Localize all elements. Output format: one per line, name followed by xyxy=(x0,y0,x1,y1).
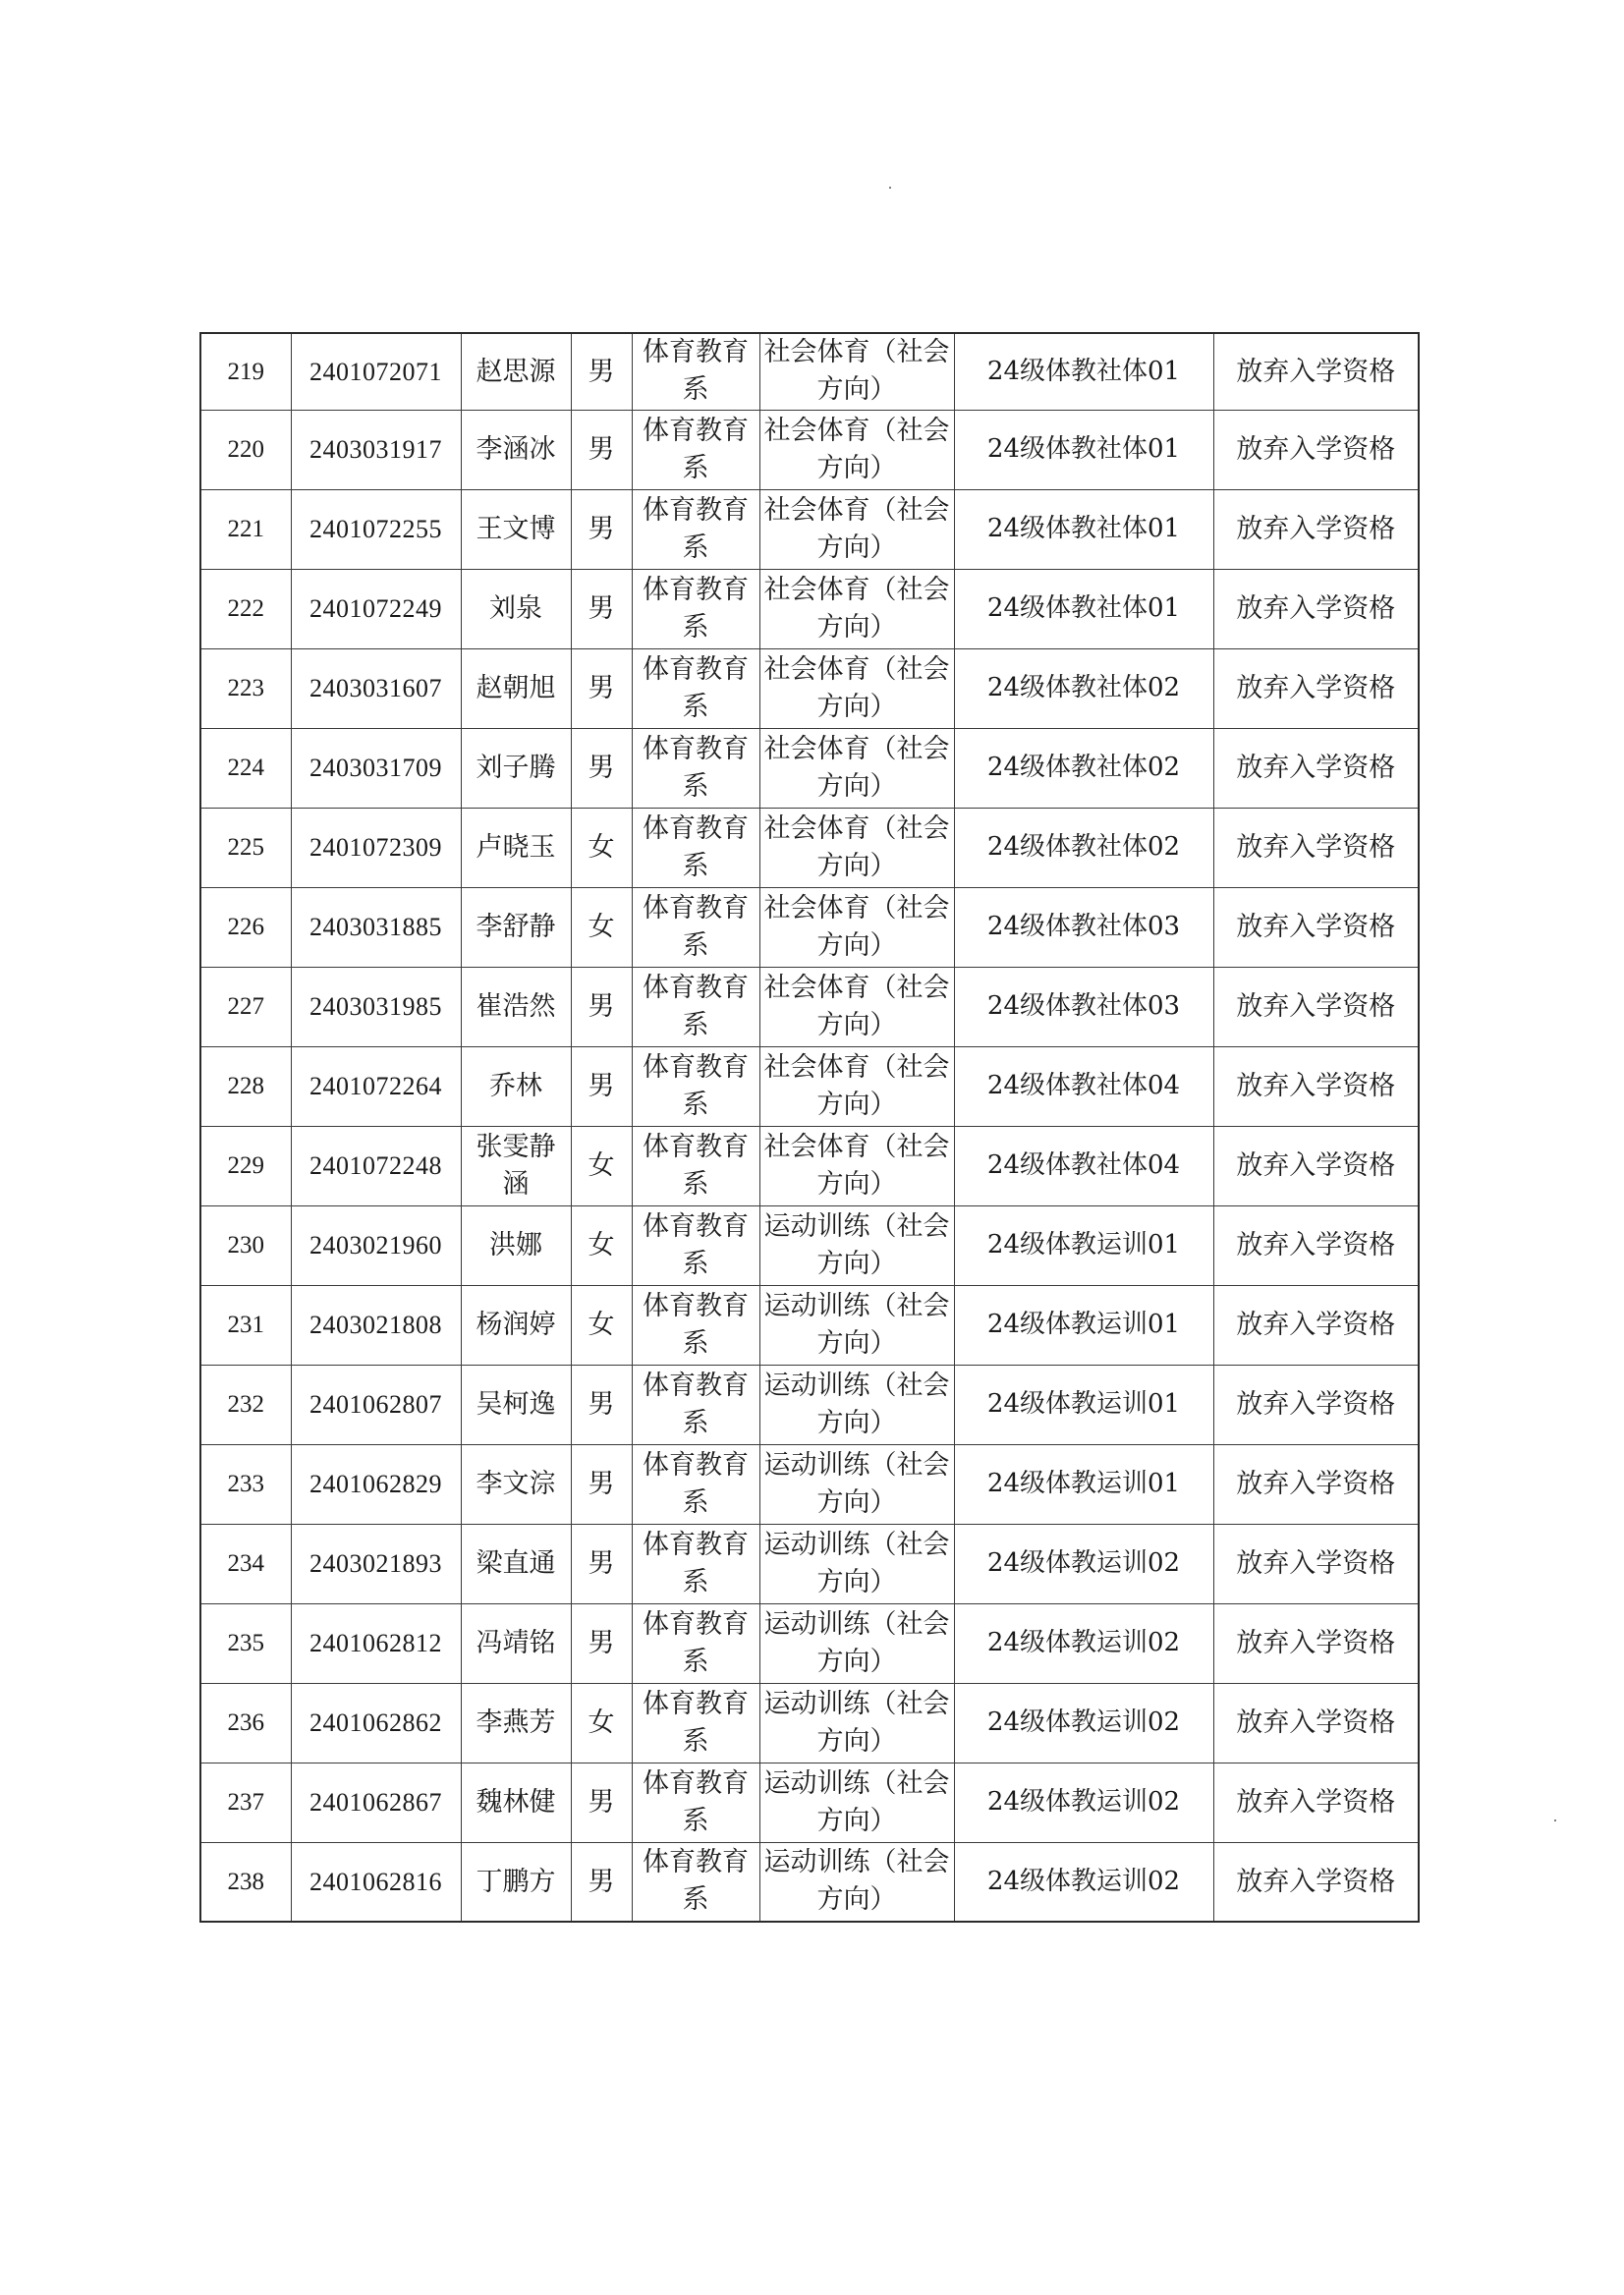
row-number-cell: 238 xyxy=(200,1842,291,1922)
row-number-cell: 234 xyxy=(200,1524,291,1603)
class-cell: 24级体教运训01 xyxy=(954,1285,1213,1365)
class-cell: 24级体教社体01 xyxy=(954,569,1213,648)
major-cell: 社会体育（社会方向） xyxy=(759,569,954,648)
status-cell: 放弃入学资格 xyxy=(1213,1365,1419,1444)
gender-cell: 女 xyxy=(571,1205,632,1285)
department-cell: 体育教育系 xyxy=(632,967,759,1046)
gender-cell: 男 xyxy=(571,1603,632,1683)
student-name-cell: 卢晓玉 xyxy=(461,808,571,887)
table-row xyxy=(200,1842,1419,1922)
department-cell: 体育教育系 xyxy=(632,1603,759,1683)
class-cell: 24级体教运训01 xyxy=(954,1365,1213,1444)
student-name-cell: 丁鹏方 xyxy=(461,1842,571,1922)
status-cell: 放弃入学资格 xyxy=(1213,1683,1419,1763)
class-cell: 24级体教社体01 xyxy=(954,489,1213,569)
student-name-cell: 李舒静 xyxy=(461,887,571,967)
student-id-cell: 2401062816 xyxy=(291,1842,461,1922)
status-cell: 放弃入学资格 xyxy=(1213,1285,1419,1365)
student-id-cell: 2401072071 xyxy=(291,333,461,410)
student-name-cell: 张雯静涵 xyxy=(461,1126,571,1205)
gender-cell: 男 xyxy=(571,1046,632,1126)
table-row xyxy=(200,1603,1419,1683)
gender-cell: 女 xyxy=(571,1683,632,1763)
status-cell: 放弃入学资格 xyxy=(1213,1046,1419,1126)
table-row xyxy=(200,887,1419,967)
status-cell: 放弃入学资格 xyxy=(1213,1842,1419,1922)
table-row xyxy=(200,1205,1419,1285)
class-cell: 24级体教运训01 xyxy=(954,1444,1213,1524)
class-cell: 24级体教社体02 xyxy=(954,648,1213,728)
major-cell: 运动训练（社会方向） xyxy=(759,1524,954,1603)
status-cell: 放弃入学资格 xyxy=(1213,1126,1419,1205)
student-id-cell: 2403031607 xyxy=(291,648,461,728)
row-number-cell: 235 xyxy=(200,1603,291,1683)
major-cell: 社会体育（社会方向） xyxy=(759,808,954,887)
student-id-cell: 2401072249 xyxy=(291,569,461,648)
row-number-cell: 219 xyxy=(200,333,291,410)
row-number-cell: 225 xyxy=(200,808,291,887)
major-cell: 社会体育（社会方向） xyxy=(759,333,954,410)
student-name-cell: 李燕芳 xyxy=(461,1683,571,1763)
row-number-cell: 233 xyxy=(200,1444,291,1524)
student-name-cell: 乔林 xyxy=(461,1046,571,1126)
major-cell: 运动训练（社会方向） xyxy=(759,1205,954,1285)
gender-cell: 女 xyxy=(571,1126,632,1205)
department-cell: 体育教育系 xyxy=(632,410,759,489)
major-cell: 社会体育（社会方向） xyxy=(759,1126,954,1205)
row-number-cell: 230 xyxy=(200,1205,291,1285)
status-cell: 放弃入学资格 xyxy=(1213,728,1419,808)
department-cell: 体育教育系 xyxy=(632,1046,759,1126)
gender-cell: 男 xyxy=(571,648,632,728)
table-row xyxy=(200,1444,1419,1524)
student-name-cell: 李文淙 xyxy=(461,1444,571,1524)
table-row xyxy=(200,1285,1419,1365)
major-cell: 社会体育（社会方向） xyxy=(759,648,954,728)
student-id-cell: 2403021960 xyxy=(291,1205,461,1285)
student-id-cell: 2401062862 xyxy=(291,1683,461,1763)
table-row xyxy=(200,410,1419,489)
status-cell: 放弃入学资格 xyxy=(1213,410,1419,489)
table-row xyxy=(200,569,1419,648)
gender-cell: 男 xyxy=(571,728,632,808)
class-cell: 24级体教运训01 xyxy=(954,1205,1213,1285)
class-cell: 24级体教社体03 xyxy=(954,887,1213,967)
department-cell: 体育教育系 xyxy=(632,569,759,648)
table-row xyxy=(200,728,1419,808)
student-name-cell: 洪娜 xyxy=(461,1205,571,1285)
student-id-cell: 2401062867 xyxy=(291,1763,461,1842)
student-id-cell: 2401072309 xyxy=(291,808,461,887)
student-name-cell: 梁直通 xyxy=(461,1524,571,1603)
major-cell: 运动训练（社会方向） xyxy=(759,1763,954,1842)
gender-cell: 男 xyxy=(571,1365,632,1444)
row-number-cell: 229 xyxy=(200,1126,291,1205)
department-cell: 体育教育系 xyxy=(632,808,759,887)
major-cell: 运动训练（社会方向） xyxy=(759,1842,954,1922)
major-cell: 运动训练（社会方向） xyxy=(759,1683,954,1763)
class-cell: 24级体教社体02 xyxy=(954,728,1213,808)
status-cell: 放弃入学资格 xyxy=(1213,1444,1419,1524)
row-number-cell: 221 xyxy=(200,489,291,569)
student-name-cell: 吴柯逸 xyxy=(461,1365,571,1444)
student-id-cell: 2403031885 xyxy=(291,887,461,967)
table-row xyxy=(200,333,1419,410)
status-cell: 放弃入学资格 xyxy=(1213,569,1419,648)
status-cell: 放弃入学资格 xyxy=(1213,1205,1419,1285)
major-cell: 社会体育（社会方向） xyxy=(759,1046,954,1126)
status-cell: 放弃入学资格 xyxy=(1213,1524,1419,1603)
department-cell: 体育教育系 xyxy=(632,1126,759,1205)
department-cell: 体育教育系 xyxy=(632,1763,759,1842)
table-row xyxy=(200,1046,1419,1126)
student-name-cell: 赵朝旭 xyxy=(461,648,571,728)
department-cell: 体育教育系 xyxy=(632,333,759,410)
gender-cell: 男 xyxy=(571,410,632,489)
student-name-cell: 魏林健 xyxy=(461,1763,571,1842)
status-cell: 放弃入学资格 xyxy=(1213,1763,1419,1842)
class-cell: 24级体教运训02 xyxy=(954,1524,1213,1603)
class-cell: 24级体教社体04 xyxy=(954,1126,1213,1205)
major-cell: 运动训练（社会方向） xyxy=(759,1365,954,1444)
roster-body xyxy=(200,333,1419,1922)
table-row xyxy=(200,1524,1419,1603)
department-cell: 体育教育系 xyxy=(632,1205,759,1285)
scan-speck xyxy=(1554,1819,1556,1821)
table-row xyxy=(200,808,1419,887)
student-name-cell: 李涵冰 xyxy=(461,410,571,489)
status-cell: 放弃入学资格 xyxy=(1213,808,1419,887)
class-cell: 24级体教社体04 xyxy=(954,1046,1213,1126)
row-number-cell: 226 xyxy=(200,887,291,967)
class-cell: 24级体教社体02 xyxy=(954,808,1213,887)
student-name-cell: 杨润婷 xyxy=(461,1285,571,1365)
gender-cell: 男 xyxy=(571,1444,632,1524)
department-cell: 体育教育系 xyxy=(632,1683,759,1763)
row-number-cell: 236 xyxy=(200,1683,291,1763)
gender-cell: 女 xyxy=(571,808,632,887)
row-number-cell: 220 xyxy=(200,410,291,489)
student-id-cell: 2403021808 xyxy=(291,1285,461,1365)
student-roster-table xyxy=(199,332,1420,1923)
status-cell: 放弃入学资格 xyxy=(1213,967,1419,1046)
row-number-cell: 228 xyxy=(200,1046,291,1126)
student-id-cell: 2403031709 xyxy=(291,728,461,808)
major-cell: 社会体育（社会方向） xyxy=(759,728,954,808)
student-id-cell: 2401072255 xyxy=(291,489,461,569)
student-name-cell: 冯靖铭 xyxy=(461,1603,571,1683)
student-id-cell: 2401072264 xyxy=(291,1046,461,1126)
student-id-cell: 2403031985 xyxy=(291,967,461,1046)
student-name-cell: 刘子腾 xyxy=(461,728,571,808)
gender-cell: 女 xyxy=(571,887,632,967)
student-name-cell: 刘泉 xyxy=(461,569,571,648)
department-cell: 体育教育系 xyxy=(632,1285,759,1365)
major-cell: 运动训练（社会方向） xyxy=(759,1444,954,1524)
table-row xyxy=(200,648,1419,728)
student-name-cell: 崔浩然 xyxy=(461,967,571,1046)
major-cell: 社会体育（社会方向） xyxy=(759,887,954,967)
row-number-cell: 224 xyxy=(200,728,291,808)
row-number-cell: 237 xyxy=(200,1763,291,1842)
row-number-cell: 232 xyxy=(200,1365,291,1444)
student-name-cell: 赵思源 xyxy=(461,333,571,410)
student-id-cell: 2401072248 xyxy=(291,1126,461,1205)
class-cell: 24级体教社体01 xyxy=(954,410,1213,489)
student-id-cell: 2403031917 xyxy=(291,410,461,489)
student-name-cell: 王文博 xyxy=(461,489,571,569)
gender-cell: 男 xyxy=(571,1524,632,1603)
scan-speck xyxy=(889,187,891,189)
gender-cell: 男 xyxy=(571,1763,632,1842)
student-id-cell: 2401062812 xyxy=(291,1603,461,1683)
department-cell: 体育教育系 xyxy=(632,648,759,728)
class-cell: 24级体教运训02 xyxy=(954,1683,1213,1763)
row-number-cell: 223 xyxy=(200,648,291,728)
status-cell: 放弃入学资格 xyxy=(1213,648,1419,728)
table-row xyxy=(200,1365,1419,1444)
gender-cell: 女 xyxy=(571,1285,632,1365)
major-cell: 运动训练（社会方向） xyxy=(759,1285,954,1365)
class-cell: 24级体教运训02 xyxy=(954,1842,1213,1922)
gender-cell: 男 xyxy=(571,333,632,410)
status-cell: 放弃入学资格 xyxy=(1213,1603,1419,1683)
table-row xyxy=(200,1126,1419,1205)
table-row xyxy=(200,1763,1419,1842)
class-cell: 24级体教运训02 xyxy=(954,1763,1213,1842)
table-row xyxy=(200,967,1419,1046)
class-cell: 24级体教运训02 xyxy=(954,1603,1213,1683)
status-cell: 放弃入学资格 xyxy=(1213,887,1419,967)
department-cell: 体育教育系 xyxy=(632,489,759,569)
major-cell: 社会体育（社会方向） xyxy=(759,967,954,1046)
major-cell: 社会体育（社会方向） xyxy=(759,410,954,489)
student-id-cell: 2403021893 xyxy=(291,1524,461,1603)
gender-cell: 男 xyxy=(571,569,632,648)
table-row xyxy=(200,489,1419,569)
major-cell: 运动训练（社会方向） xyxy=(759,1603,954,1683)
department-cell: 体育教育系 xyxy=(632,1842,759,1922)
department-cell: 体育教育系 xyxy=(632,728,759,808)
department-cell: 体育教育系 xyxy=(632,1444,759,1524)
row-number-cell: 231 xyxy=(200,1285,291,1365)
class-cell: 24级体教社体03 xyxy=(954,967,1213,1046)
student-id-cell: 2401062807 xyxy=(291,1365,461,1444)
status-cell: 放弃入学资格 xyxy=(1213,333,1419,410)
gender-cell: 男 xyxy=(571,967,632,1046)
status-cell: 放弃入学资格 xyxy=(1213,489,1419,569)
row-number-cell: 227 xyxy=(200,967,291,1046)
gender-cell: 男 xyxy=(571,489,632,569)
student-id-cell: 2401062829 xyxy=(291,1444,461,1524)
department-cell: 体育教育系 xyxy=(632,1365,759,1444)
department-cell: 体育教育系 xyxy=(632,887,759,967)
major-cell: 社会体育（社会方向） xyxy=(759,489,954,569)
department-cell: 体育教育系 xyxy=(632,1524,759,1603)
table-row xyxy=(200,1683,1419,1763)
row-number-cell: 222 xyxy=(200,569,291,648)
gender-cell: 男 xyxy=(571,1842,632,1922)
class-cell: 24级体教社体01 xyxy=(954,333,1213,410)
